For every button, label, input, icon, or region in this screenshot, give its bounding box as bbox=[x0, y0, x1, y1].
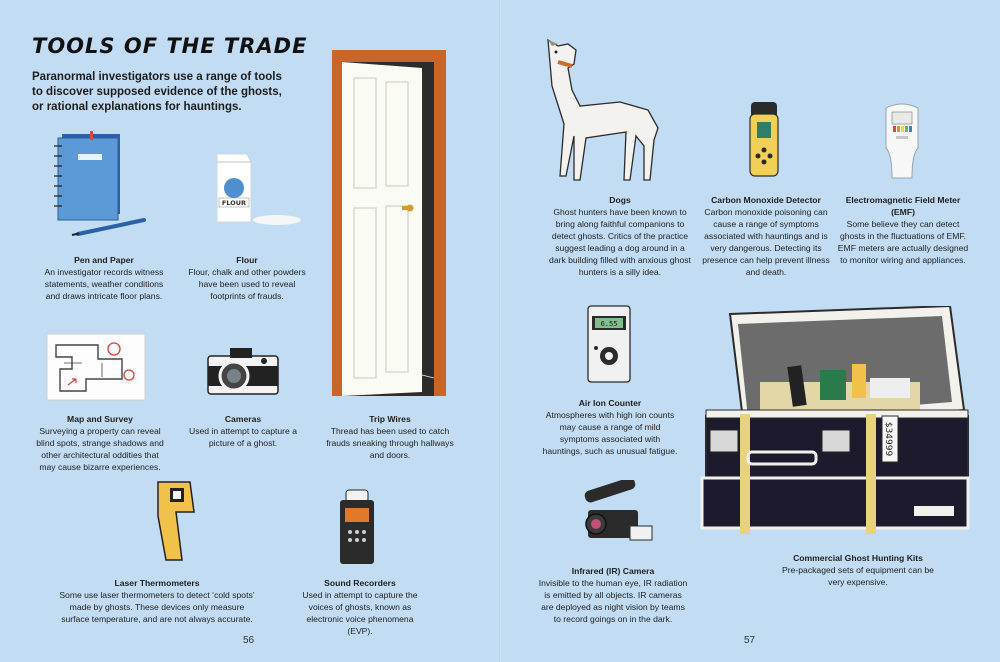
item-title: Laser Thermometers bbox=[114, 578, 200, 588]
item-title: Map and Survey bbox=[67, 414, 133, 424]
item-emf-meter bbox=[836, 194, 970, 266]
item-title: Electromagnetic Field Meter (EMF) bbox=[845, 195, 961, 218]
item-text: Thread has been used to catch frauds sneaking through hallways and doors. bbox=[326, 426, 454, 461]
item-map-and-survey bbox=[36, 413, 164, 473]
item-sound-recorders bbox=[294, 577, 426, 637]
ghost-hunting-kit-icon bbox=[700, 306, 972, 547]
item-pen-and-paper bbox=[38, 254, 170, 302]
floor-plan-icon bbox=[46, 333, 146, 406]
dog-icon bbox=[540, 36, 690, 191]
item-title: Pen and Paper bbox=[74, 255, 134, 265]
item-title: Flour bbox=[236, 255, 258, 265]
item-infrared-camera bbox=[538, 565, 688, 625]
price-tag: $34999 bbox=[883, 421, 893, 457]
emf-meter-icon bbox=[882, 102, 922, 185]
item-text: Used in attempt to capture the voices of ghosts, known as electronic voice phenomena (EVP). bbox=[302, 590, 418, 637]
page-number-right: 57 bbox=[744, 635, 756, 646]
carbon-monoxide-detector-icon bbox=[748, 100, 780, 183]
item-text: Surveying a property can reveal blind spots, strange shadows and other architectural oddities that may cause bizarre experiences. bbox=[36, 426, 164, 473]
item-dogs bbox=[548, 194, 692, 278]
item-title: Dogs bbox=[609, 195, 631, 205]
door-icon bbox=[330, 48, 450, 403]
item-title: Sound Recorders bbox=[324, 578, 396, 588]
item-title: Commercial Ghost Hunting Kits bbox=[793, 553, 923, 563]
item-title: Carbon Monoxide Detector bbox=[711, 195, 821, 205]
item-text: Invisible to the human eye, IR radiation is emitted by all objects. IR cameras are deployed as night vision by teams to record goings on in the dark. bbox=[538, 578, 688, 625]
infrared-camera-icon bbox=[578, 480, 658, 565]
item-text: Some believe they can detect ghosts in the fluctuations of EMF. EMF meters are actually designed to monitor wiring and appliances. bbox=[837, 219, 969, 266]
air-ion-counter-icon bbox=[586, 304, 632, 389]
item-cameras bbox=[185, 413, 301, 449]
item-trip-wires bbox=[326, 413, 454, 461]
intro-text: Paranormal investigators use a range of tools to discover supposed evidence of the ghosts, or rational explanations for hauntings. bbox=[32, 71, 282, 113]
flour-carton-icon bbox=[205, 148, 305, 233]
page-title: TOOLS OF THE TRADE bbox=[32, 34, 308, 58]
item-text: Used in attempt to capture a picture of a ghost. bbox=[189, 426, 297, 449]
item-text: Pre-packaged sets of equipment can be very expensive. bbox=[782, 565, 934, 588]
flour-label: FLOUR bbox=[221, 199, 247, 207]
page-number-left: 56 bbox=[243, 635, 255, 646]
sound-recorder-icon bbox=[336, 488, 378, 573]
item-flour bbox=[182, 254, 312, 302]
item-title: Trip Wires bbox=[369, 414, 411, 424]
item-title: Infrared (IR) Camera bbox=[571, 566, 655, 576]
item-text: Flour, chalk and other powders have been used to reveal footprints of frauds. bbox=[188, 267, 306, 302]
item-ghost-hunting-kits bbox=[778, 552, 938, 588]
book-spine bbox=[499, 0, 501, 662]
item-title: Cameras bbox=[224, 414, 262, 424]
notebook-icon bbox=[48, 130, 158, 245]
item-text: Carbon monoxide poisoning can cause a range of symptoms associated with hauntings and is very dangerous. Detecting its presence can help prevent illness and death. bbox=[702, 207, 830, 278]
item-air-ion-counter bbox=[540, 397, 680, 457]
laser-thermometer-icon bbox=[150, 478, 200, 573]
item-laser-thermometers bbox=[58, 577, 256, 625]
item-text: An investigator records witness statements, weather conditions and draws intricate floor plans. bbox=[44, 267, 164, 302]
camera-icon bbox=[204, 344, 284, 403]
item-text: Some use laser thermometers to detect ‘cold spots’ made by ghosts. These devices only measure surface temperature, and are not always accurate. bbox=[59, 590, 255, 625]
item-title: Air Ion Counter bbox=[578, 398, 642, 408]
item-text: Ghost hunters have been known to bring along faithful companions to detect ghosts. Critics of the practice suggest leading a dog around in a dark building filled with anxious ghost hunters is a silly idea. bbox=[549, 207, 691, 278]
item-text: Atmospheres with high ion counts may cause a range of mild symptoms associated with hauntings, such as unusual fatigue. bbox=[542, 410, 678, 457]
item-carbon-monoxide-detector bbox=[702, 194, 830, 278]
ion-counter-display: 6.55 bbox=[600, 320, 618, 328]
